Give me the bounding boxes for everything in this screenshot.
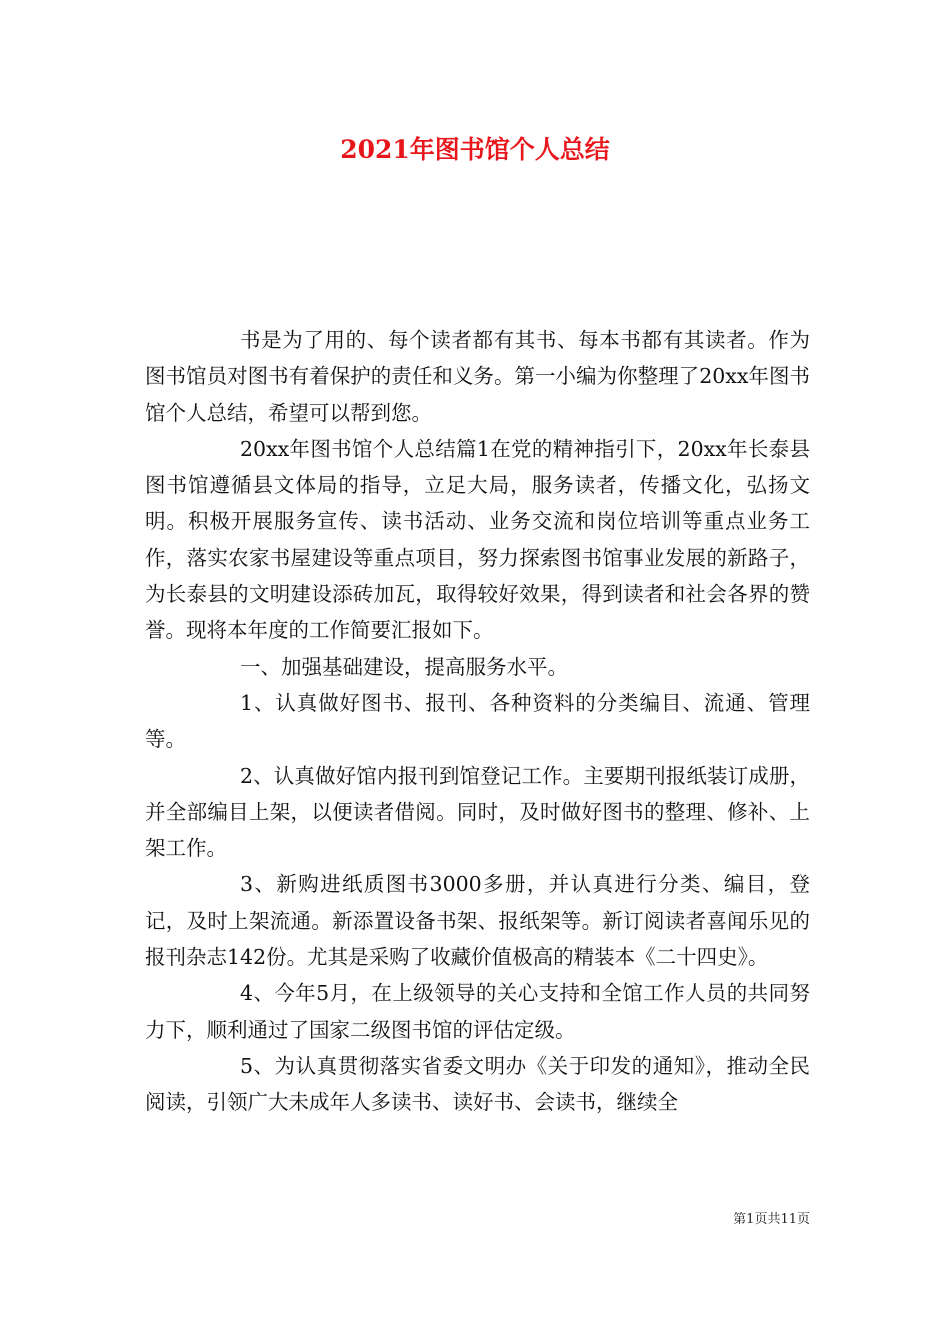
list-item-2: 2、认真做好馆内报刊到馆登记工作。主要期刊报纸装订成册，并全部编目上架，以便读者借阅。同时，及时做好图书的整理、修补、上架工作。	[145, 763, 810, 861]
document-body	[145, 322, 810, 1121]
page-number-footer: 第1页共11页	[733, 1212, 810, 1227]
list-item-5: 5、为认真贯彻落实省委文明办《关于印发的通知》，推动全民阅读，引领广大未成年人多读书、读好书、会读书，继续全	[145, 1053, 810, 1115]
section-heading-1: 一、加强基础建设，提高服务水平。	[240, 654, 568, 679]
list-item-4: 4、今年5月，在上级领导的关心支持和全馆工作人员的共同努力下，顺利通过了国家二级图书馆的评估定级。	[145, 981, 810, 1042]
list-item-1: 1、认真做好图书、报刊、各种资料的分类编目、流通、管理等。	[145, 690, 810, 752]
list-item-3: 3、新购进纸质图书3000多册，并认真进行分类、编目，登记，及时上架流通。新添置设备书架、报纸架等。新订阅读者喜闻乐见的报刊杂志142份。尤其是采购了收藏价值极高的精装本《二十四史》。	[145, 872, 810, 970]
paragraph-summary: 20xx年图书馆个人总结篇1在党的精神指引下，20xx年长泰县图书馆遵循县文体局的指导，立足大局，服务读者，传播文化，弘扬文明。积极开展服务宣传、读书活动、业务交流和岗位培训等重点业务工作，落实农家书屋建设等重点项目，努力探索图书馆事业发展的新路子，为长泰县的文明建设添砖加瓦，取得较好效果，得到读者和社会各界的赞誉。现将本年度的工作简要汇报如下。	[145, 436, 810, 643]
paragraph-intro: 书是为了用的、每个读者都有其书、每本书都有其读者。作为图书馆员对图书有着保护的责任和义务。第一小编为你整理了20xx年图书馆个人总结，希望可以帮到您。	[145, 328, 810, 425]
document-title-text: 2021年图书馆个人总结	[340, 135, 610, 164]
document-title	[0, 133, 950, 167]
